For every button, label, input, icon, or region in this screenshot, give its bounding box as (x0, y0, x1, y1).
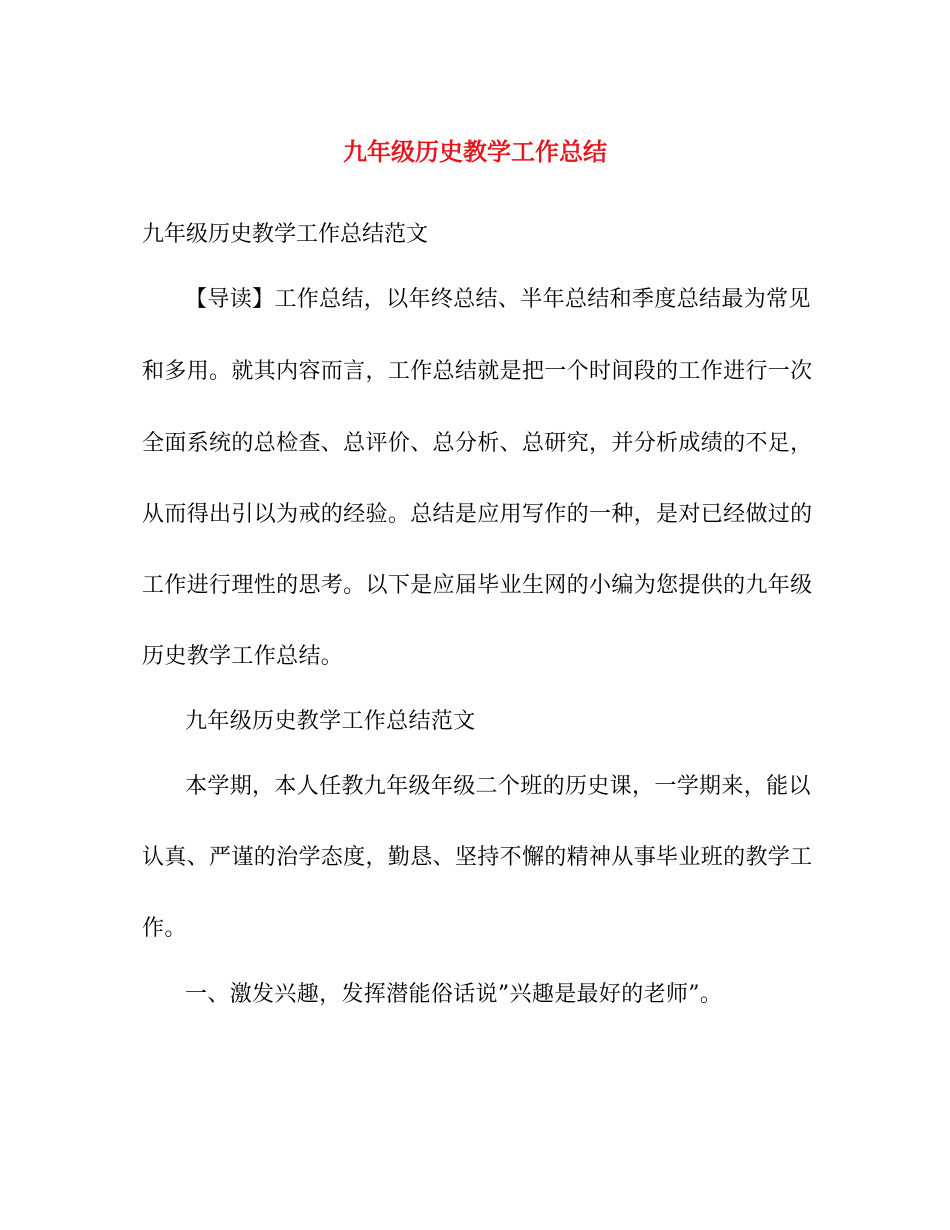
intro-line: 工作进行理性的思考。以下是应届毕业生网的小编为您提供的九年级 (142, 573, 813, 598)
intro-line: 和多用。就其内容而言，工作总结就是把一个时间段的工作进行一次 (142, 359, 813, 384)
intro-line: 从而得出引以为戒的经验。总结是应用写作的一种，是对已经做过的 (142, 502, 813, 527)
document-subtitle: 九年级历史教学工作总结范文 (142, 222, 429, 247)
document-title: 九年级历史教学工作总结 (343, 137, 607, 166)
intro-line: 历史教学工作总结。 (142, 644, 344, 669)
point-one-heading: 一、激发兴趣，发挥潜能俗话说”兴趣是最好的老师”。 (185, 982, 723, 1007)
intro-line: 全面系统的总检查、总评价、总分析、总研究，并分析成绩的不足， (142, 431, 813, 456)
section-heading: 九年级历史教学工作总结范文 (185, 709, 476, 734)
body-line: 作。 (142, 916, 187, 941)
body-line: 认真、严谨的治学态度，勤恳、坚持不懈的精神从事毕业班的教学工 (142, 845, 813, 870)
intro-line: 【导读】工作总结，以年终总结、半年总结和季度总结最为常见 (185, 287, 811, 312)
body-line: 本学期，本人任教九年级年级二个班的历史课，一学期来，能以 (185, 774, 811, 799)
